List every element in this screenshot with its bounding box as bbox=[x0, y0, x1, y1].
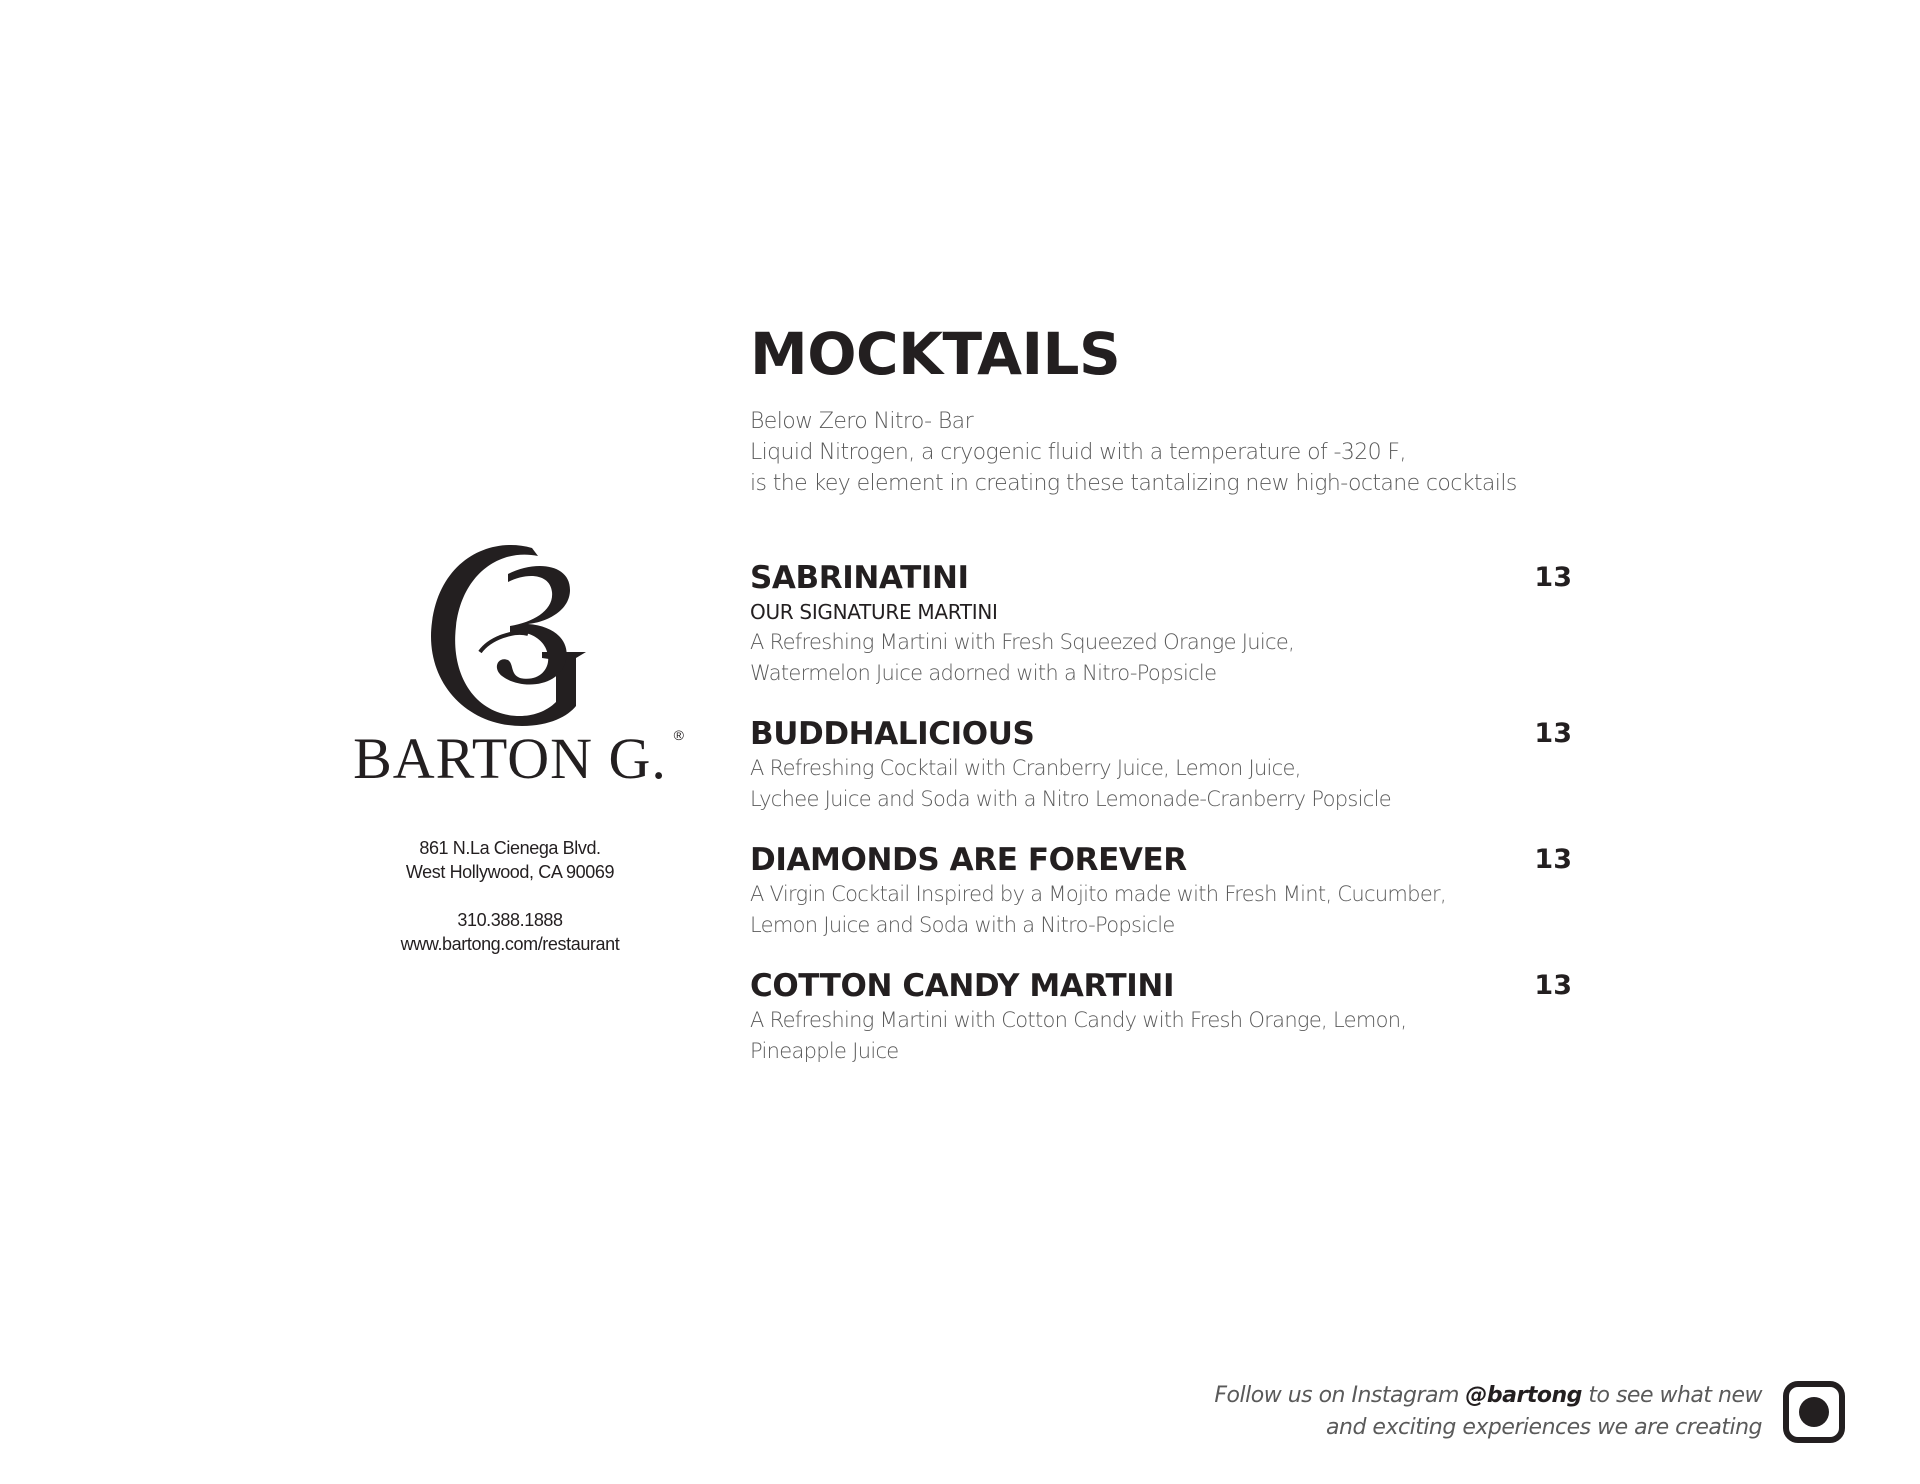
item-price: 13 bbox=[1534, 970, 1572, 1001]
website-link[interactable]: www.bartong.com/restaurant bbox=[400, 934, 620, 954]
item-name: DIAMONDS ARE FOREVER bbox=[750, 842, 1187, 878]
intro-line: is the key element in creating these tantalizing new high-octane cocktails bbox=[750, 471, 1517, 496]
address-line-2: West Hollywood, CA 90069 bbox=[405, 862, 615, 882]
description-line: A Virgin Cocktail Inspired by a Mojito made with Fresh Mint, Cucumber, bbox=[750, 882, 1446, 906]
description-line: Watermelon Juice adorned with a Nitro-Popsicle bbox=[750, 661, 1217, 685]
brand-wordmark bbox=[353, 726, 685, 791]
intro-line: Liquid Nitrogen, a cryogenic fluid with a temperature of -320 F, bbox=[750, 440, 1406, 465]
item-name: BUDDHALICIOUS bbox=[750, 716, 1035, 752]
menu-intro bbox=[750, 406, 1580, 499]
instagram-callout bbox=[1214, 1380, 1762, 1444]
description-line: Lemon Juice and Soda with a Nitro-Popsicle bbox=[750, 913, 1175, 937]
brand-block bbox=[340, 530, 685, 956]
item-price: 13 bbox=[1534, 562, 1572, 593]
address-line-1: 861 N.La Cienega Blvd. bbox=[419, 838, 601, 858]
item-name: COTTON CANDY MARTINI bbox=[750, 968, 1175, 1004]
item-subtitle: OUR SIGNATURE MARTINI bbox=[750, 600, 998, 624]
item-description bbox=[750, 879, 1580, 941]
menu-item bbox=[750, 967, 1580, 1067]
brand-name: BARTON G. bbox=[353, 726, 667, 791]
item-description bbox=[750, 1005, 1580, 1067]
footer-line-1 bbox=[1214, 1380, 1762, 1412]
menu-items bbox=[750, 559, 1580, 1067]
menu-item bbox=[750, 715, 1580, 815]
description-line: Pineapple Juice bbox=[750, 1039, 899, 1063]
menu-section bbox=[750, 318, 1580, 1093]
instagram-handle[interactable]: @bartong bbox=[1465, 1383, 1582, 1408]
item-description bbox=[750, 753, 1580, 815]
item-price: 13 bbox=[1534, 844, 1572, 875]
menu-item bbox=[750, 559, 1580, 689]
menu-item bbox=[750, 841, 1580, 941]
footer-suffix: to see what new bbox=[1581, 1383, 1762, 1408]
barton-g-monogram-logo bbox=[410, 530, 610, 730]
item-description bbox=[750, 627, 1580, 689]
phone-number[interactable]: 310.388.1888 bbox=[457, 910, 563, 930]
description-line: A Refreshing Cocktail with Cranberry Juice, Lemon Juice, bbox=[750, 756, 1301, 780]
menu-title: MOCKTAILS bbox=[750, 320, 1121, 388]
registered-mark: ® bbox=[673, 727, 685, 743]
item-name: SABRINATINI bbox=[750, 560, 969, 596]
description-line: Lychee Juice and Soda with a Nitro Lemonade-Cranberry Popsicle bbox=[750, 787, 1391, 811]
item-price: 13 bbox=[1534, 718, 1572, 749]
contact-info bbox=[340, 836, 680, 956]
footer-line-2: and exciting experiences we are creating bbox=[1326, 1415, 1762, 1440]
instagram-icon[interactable] bbox=[1782, 1380, 1846, 1444]
intro-line: Below Zero Nitro- Bar bbox=[750, 409, 974, 434]
description-line: A Refreshing Martini with Fresh Squeezed Orange Juice, bbox=[750, 630, 1295, 654]
description-line: A Refreshing Martini with Cotton Candy with Fresh Orange, Lemon, bbox=[750, 1008, 1407, 1032]
footer-prefix: Follow us on Instagram bbox=[1214, 1383, 1466, 1408]
